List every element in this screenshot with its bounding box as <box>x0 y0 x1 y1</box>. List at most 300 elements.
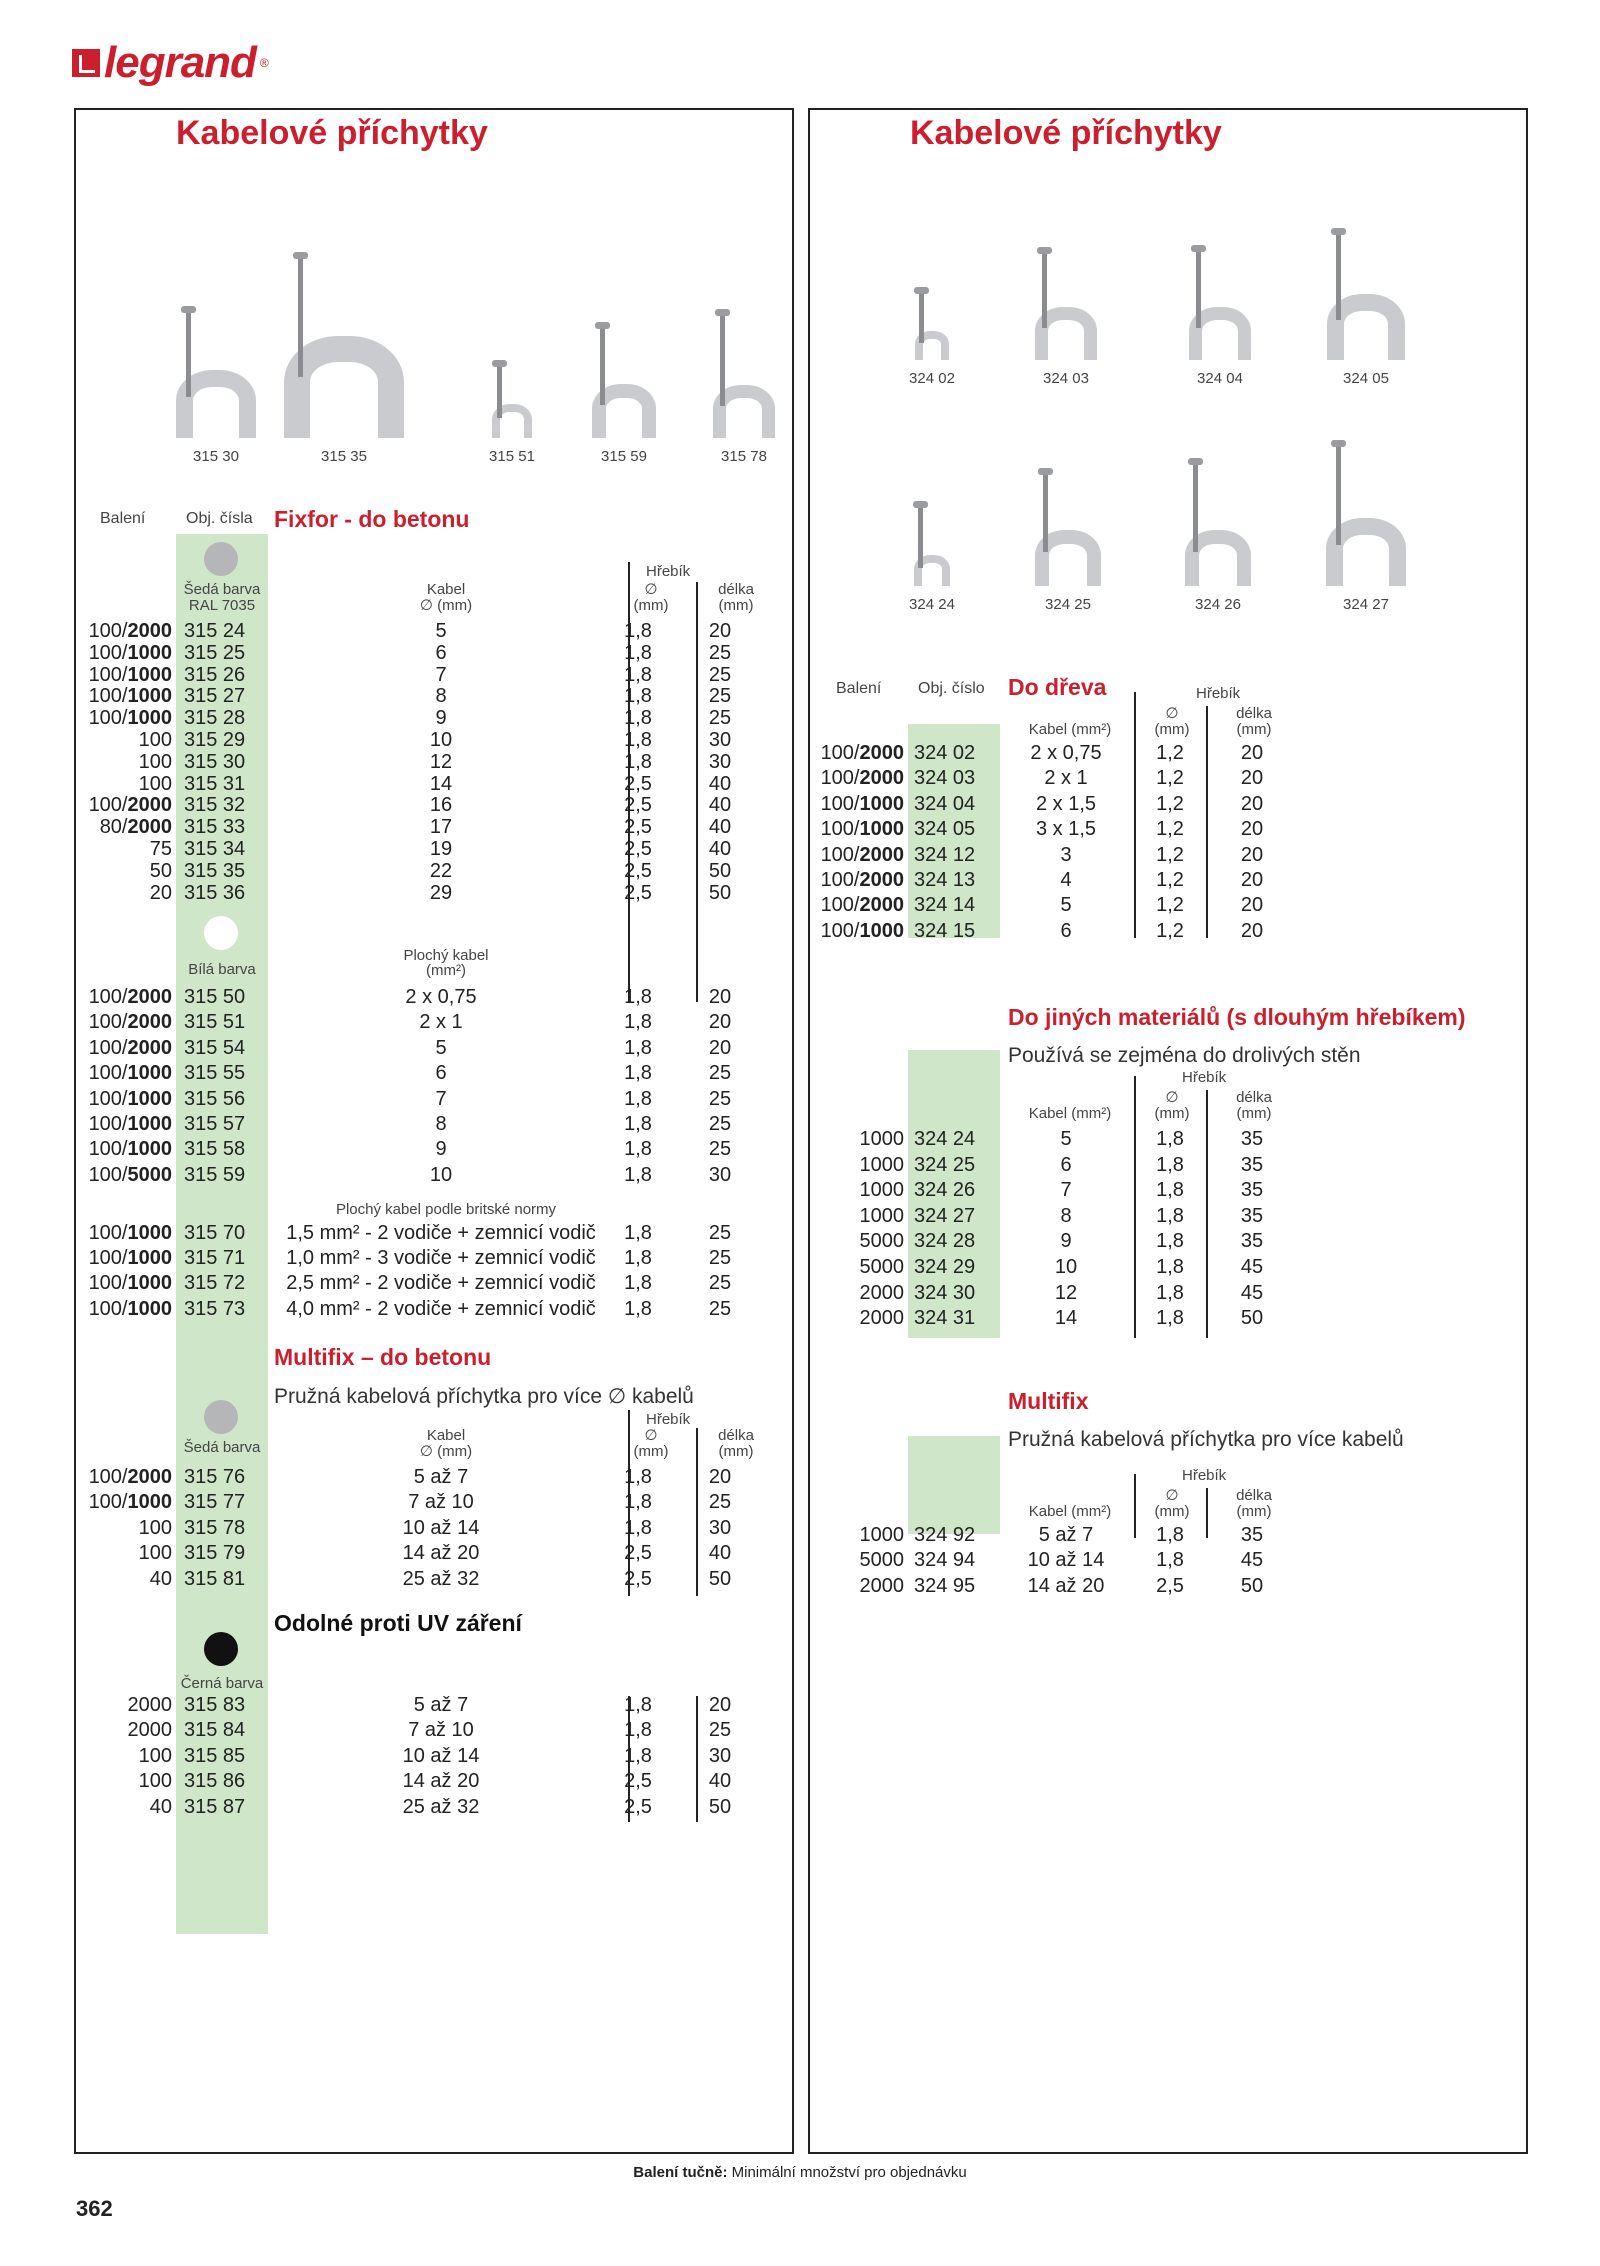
pack-cell: 5000 <box>859 1549 904 1572</box>
cable-cell: 8 <box>1060 1204 1072 1227</box>
nail-len-cell: 20 <box>708 1036 732 1059</box>
cable-cell: 14 <box>429 772 453 795</box>
nail-dia-cell: 2,5 <box>624 1795 652 1818</box>
nail-dia-cell: 2,5 <box>624 794 652 817</box>
nail-dia-header: ∅ <box>1165 1487 1179 1504</box>
multifix-desc: Pružná kabelová příchytka pro více kabelů <box>1008 1428 1404 1451</box>
nail-dia-header: ∅ <box>1165 705 1179 722</box>
nail-dia-unit: (mm) <box>633 1443 669 1460</box>
product-code-label: 324 24 <box>909 596 955 613</box>
cable-cell: 2 x 1 <box>419 1011 463 1034</box>
ref-header: Obj. číslo <box>918 680 985 697</box>
nail-len-unit: (mm) <box>718 597 754 614</box>
section-other-title: Do jiných materiálů (s dlouhým hřebíkem) <box>1008 1004 1466 1030</box>
nail-len-cell: 30 <box>708 1516 732 1539</box>
cable-cell: 9 <box>435 1138 447 1161</box>
nail-dia-cell: 1,8 <box>1156 1230 1184 1253</box>
page-number: 362 <box>76 2196 113 2221</box>
nail-len-cell: 25 <box>708 1297 732 1320</box>
nail-dia-cell: 1,8 <box>1156 1179 1184 1202</box>
cable-cell: 14 až 20 <box>402 1542 480 1565</box>
ref-cell: 315 72 <box>184 1272 246 1295</box>
pack-cell: 100/2000 <box>820 894 904 917</box>
nail-dia-cell: 1,8 <box>1156 1549 1184 1572</box>
ref-cell: 315 36 <box>184 881 246 904</box>
nail-len-cell: 30 <box>708 1163 732 1186</box>
ref-cell: 315 35 <box>184 859 246 882</box>
pack-cell: 100/2000 <box>88 620 172 642</box>
nail-len-cell: 40 <box>708 772 732 795</box>
nail-dia-cell: 1,2 <box>1156 894 1184 917</box>
nail-len-cell: 20 <box>708 620 732 642</box>
nail-dia-cell: 1,8 <box>1156 1256 1184 1278</box>
cable-cell: 6 <box>1060 1153 1072 1176</box>
pack-cell: 100/2000 <box>88 986 172 1008</box>
nail-dia-cell: 1,8 <box>1156 1204 1184 1227</box>
ref-cell: 324 25 <box>914 1153 976 1176</box>
cable-cell: 19 <box>429 838 453 860</box>
ref-cell: 315 24 <box>184 620 246 642</box>
nail-len-unit: (mm) <box>1236 721 1272 738</box>
cable-header: Kabel <box>426 581 466 598</box>
nail-len-cell: 25 <box>708 1062 732 1085</box>
cable-cell: 5 až 7 <box>413 1694 469 1716</box>
nail-len-cell: 25 <box>708 1719 732 1742</box>
divider-line <box>1206 706 1208 938</box>
right-title: Kabelové příchytky <box>910 114 1222 152</box>
product-code-label: 324 25 <box>1045 596 1091 613</box>
nail-dia-cell: 1,8 <box>1156 1307 1184 1330</box>
ref-column-highlight <box>908 1436 1000 1534</box>
pack-cell: 2000 <box>859 1574 904 1597</box>
nail-dia-cell: 1,8 <box>624 1222 652 1244</box>
cable-cell: 25 až 32 <box>402 1567 480 1590</box>
nail-len-cell: 20 <box>708 1011 732 1034</box>
pack-cell: 40 <box>149 1795 172 1818</box>
color-black-label: Černá barva <box>180 1675 264 1692</box>
cable-cell: 5 <box>1060 894 1072 917</box>
ref-cell: 324 26 <box>914 1179 976 1202</box>
product-code-label: 315 30 <box>193 448 239 465</box>
nail-dia-cell: 2,5 <box>1156 1574 1184 1597</box>
pack-cell: 100/1000 <box>820 818 904 841</box>
cable-cell: 1,5 mm² - 2 vodiče + zemnicí vodič <box>286 1222 596 1244</box>
ref-cell: 324 12 <box>914 843 976 866</box>
flat-cable-header: Plochý kabel <box>403 947 489 964</box>
cable-cell: 16 <box>429 794 453 817</box>
nail-dia-cell: 2,5 <box>624 1542 652 1565</box>
grey-color-swatch <box>204 542 238 576</box>
brand-name: legrand <box>104 38 256 87</box>
pack-cell: 100/2000 <box>88 1466 172 1488</box>
product-code-label: 315 51 <box>489 448 535 465</box>
ref-cell: 315 84 <box>184 1719 246 1742</box>
cable-cell: 2 x 1,5 <box>1035 792 1097 815</box>
nail-len-unit: (mm) <box>1236 1503 1272 1520</box>
ref-cell: 324 24 <box>914 1128 976 1150</box>
nail-dia-cell: 1,8 <box>624 1694 652 1716</box>
footnote-text: Minimální množství pro objednávku <box>727 2164 967 2181</box>
cable-cell: 5 <box>435 1036 447 1059</box>
pack-cell: 100/1000 <box>88 1087 172 1110</box>
ref-cell: 324 30 <box>914 1281 976 1304</box>
pack-cell: 100/1000 <box>88 1138 172 1161</box>
cable-cell: 12 <box>1054 1281 1078 1304</box>
pack-cell: 100 <box>138 750 172 773</box>
cable-cell: 8 <box>435 1113 447 1135</box>
nail-len-cell: 25 <box>708 1491 732 1514</box>
nail-dia-cell: 2,5 <box>624 1770 652 1793</box>
nail-len-unit: (mm) <box>718 1443 754 1460</box>
cable-cell: 29 <box>429 881 453 904</box>
pack-cell: 2000 <box>127 1694 172 1716</box>
nail-dia-cell: 1,8 <box>624 1272 652 1295</box>
product-code-label: 324 02 <box>909 370 955 387</box>
cable-cell: 7 <box>435 663 447 686</box>
color-grey-label: Šedá barva <box>183 1439 261 1456</box>
nail-dia-cell: 1,8 <box>624 1138 652 1161</box>
nail-len-cell: 50 <box>708 859 732 882</box>
product-code-label: 315 35 <box>321 448 367 465</box>
nail-len-cell: 20 <box>1240 767 1264 790</box>
pack-cell: 100/2000 <box>88 1011 172 1034</box>
nail-dia-cell: 1,2 <box>1156 869 1184 891</box>
nail-len-header: délka <box>718 1427 754 1444</box>
cable-cell: 14 až 20 <box>1027 1574 1105 1597</box>
white-color-swatch <box>204 916 238 950</box>
divider-line <box>1206 1488 1208 1538</box>
cable-cell: 4 <box>1060 869 1072 891</box>
nail-dia-cell: 1,2 <box>1156 792 1184 815</box>
ref-cell: 315 50 <box>184 986 246 1008</box>
nail-len-cell: 40 <box>708 816 732 839</box>
ref-cell: 315 55 <box>184 1062 246 1085</box>
nail-len-cell: 35 <box>1240 1204 1264 1227</box>
nail-dia-unit: (mm) <box>1154 1105 1190 1122</box>
divider-line <box>1134 1076 1136 1338</box>
cable-cell: 8 <box>435 685 447 708</box>
nail-dia-cell: 1,8 <box>624 986 652 1008</box>
nail-dia-cell: 1,2 <box>1156 843 1184 866</box>
cable-cell: 10 <box>429 1163 453 1186</box>
nail-dia-cell: 1,8 <box>624 1062 652 1085</box>
nail-len-cell: 30 <box>708 1744 732 1767</box>
pack-cell: 100/1000 <box>88 1222 172 1244</box>
nail-len-cell: 45 <box>1240 1281 1264 1304</box>
nail-len-cell: 40 <box>708 1542 732 1565</box>
nail-dia-unit: (mm) <box>633 597 669 614</box>
cable-cell: 3 <box>1060 843 1072 866</box>
ref-cell: 315 76 <box>184 1466 246 1488</box>
cable-cell: 2 x 0,75 <box>1030 742 1102 764</box>
pack-cell: 100/1000 <box>88 1272 172 1295</box>
ref-cell: 324 92 <box>914 1524 976 1546</box>
ref-cell: 324 02 <box>914 742 976 764</box>
cable-cell: 3 x 1,5 <box>1035 818 1097 841</box>
pack-cell: 100/1000 <box>88 1247 172 1270</box>
legrand-logo <box>72 38 269 88</box>
pack-cell: 1000 <box>859 1153 904 1176</box>
cable-cell: 7 až 10 <box>408 1719 474 1742</box>
nail-dia-cell: 1,8 <box>1156 1153 1184 1176</box>
pack-cell: 100 <box>138 1770 172 1793</box>
nail-len-cell: 20 <box>1240 869 1264 891</box>
nail-dia-cell: 1,8 <box>1156 1524 1184 1546</box>
cable-cell: 10 <box>1054 1256 1078 1278</box>
ref-cell: 324 27 <box>914 1204 976 1227</box>
grey-color-swatch <box>204 1400 238 1434</box>
nail-len-cell: 25 <box>708 663 732 686</box>
cable-cell: 7 až 10 <box>408 1491 474 1514</box>
ref-cell: 315 77 <box>184 1491 246 1514</box>
ref-cell: 315 33 <box>184 816 246 839</box>
ref-cell: 324 04 <box>914 792 976 815</box>
nail-len-cell: 50 <box>1240 1574 1264 1597</box>
flat-british-header: Plochý kabel podle britské normy <box>335 1201 557 1218</box>
cable-cell: 6 <box>435 1062 447 1085</box>
divider-line <box>1134 692 1136 938</box>
ref-cell: 315 25 <box>184 641 246 664</box>
nail-len-cell: 25 <box>708 1222 732 1244</box>
nail-dia-cell: 1,8 <box>1156 1281 1184 1304</box>
ref-cell: 315 26 <box>184 663 246 686</box>
ref-cell: 324 31 <box>914 1307 976 1330</box>
nail-len-cell: 40 <box>708 794 732 817</box>
nail-dia-cell: 1,2 <box>1156 818 1184 841</box>
cable-cell: 7 <box>1060 1179 1072 1202</box>
nail-len-cell: 20 <box>708 1694 732 1716</box>
nail-len-cell: 40 <box>708 838 732 860</box>
pack-cell: 75 <box>149 838 172 860</box>
nail-len-cell: 50 <box>708 1795 732 1818</box>
nail-len-header: délka <box>1236 1487 1272 1504</box>
nail-dia-cell: 2,5 <box>624 859 652 882</box>
nail-len-cell: 20 <box>1240 742 1264 764</box>
nail-dia-cell: 1,8 <box>624 641 652 664</box>
nail-len-cell: 35 <box>1240 1179 1264 1202</box>
nail-dia-header: ∅ <box>644 1427 658 1444</box>
nail-dia-cell: 1,8 <box>624 1744 652 1767</box>
nail-len-cell: 40 <box>708 1770 732 1793</box>
product-code-label: 324 05 <box>1343 370 1389 387</box>
ref-cell: 315 30 <box>184 750 246 773</box>
multifix-desc: Pružná kabelová příchytka pro více ∅ kabelů <box>274 1385 694 1408</box>
ref-cell: 315 59 <box>184 1163 246 1186</box>
pack-cell: 100/1000 <box>88 1113 172 1135</box>
divider-line <box>1206 1090 1208 1338</box>
nail-len-cell: 20 <box>1240 919 1264 942</box>
ref-cell: 315 71 <box>184 1247 246 1270</box>
nail-header: Hřebík <box>1182 1467 1227 1484</box>
product-code-label: 324 27 <box>1343 596 1389 613</box>
ref-cell: 315 31 <box>184 772 246 795</box>
cable-cell: 5 až 7 <box>413 1466 469 1488</box>
right-panel <box>808 108 1528 2154</box>
pack-cell: 2000 <box>859 1307 904 1330</box>
nail-dia-cell: 1,8 <box>624 729 652 751</box>
nail-len-cell: 35 <box>1240 1524 1264 1546</box>
cable-cell: 14 až 20 <box>402 1770 480 1793</box>
nail-dia-cell: 1,8 <box>1156 1128 1184 1150</box>
pack-cell: 1000 <box>859 1128 904 1150</box>
ref-cell: 315 54 <box>184 1036 246 1059</box>
pack-cell: 100/2000 <box>820 767 904 790</box>
section-uv-title: Odolné proti UV záření <box>274 1610 522 1636</box>
pack-cell: 100/1000 <box>88 685 172 708</box>
nail-len-cell: 35 <box>1240 1128 1264 1150</box>
cable-unit: ∅ (mm) <box>419 1443 473 1460</box>
cable-cell: 2,5 mm² - 2 vodiče + zemnicí vodič <box>286 1272 596 1295</box>
pack-cell: 100 <box>138 1542 172 1565</box>
nail-dia-cell: 2,5 <box>624 772 652 795</box>
pack-cell: 100/1000 <box>88 707 172 730</box>
pack-cell: 100/5000 <box>88 1163 172 1186</box>
ref-cell: 324 05 <box>914 818 976 841</box>
nail-len-cell: 20 <box>708 1466 732 1488</box>
ref-cell: 315 78 <box>184 1516 246 1539</box>
nail-len-cell: 30 <box>708 750 732 773</box>
ref-cell: 315 81 <box>184 1567 246 1590</box>
nail-dia-cell: 1,8 <box>624 750 652 773</box>
registered-icon: ® <box>259 56 269 70</box>
nail-len-cell: 25 <box>708 685 732 708</box>
nail-len-cell: 25 <box>708 1087 732 1110</box>
cable-cell: 25 až 32 <box>402 1795 480 1818</box>
nail-dia-cell: 1,8 <box>624 620 652 642</box>
ref-cell: 315 29 <box>184 729 246 751</box>
nail-dia-unit: (mm) <box>1154 1503 1190 1520</box>
cable-cell: 14 <box>1054 1307 1078 1330</box>
footnote-bold: Balení tučně: <box>633 2164 728 2181</box>
nail-dia-cell: 1,2 <box>1156 919 1184 942</box>
ref-cell: 315 86 <box>184 1770 246 1793</box>
pack-cell: 100/1000 <box>820 919 904 942</box>
ref-cell: 324 15 <box>914 919 976 942</box>
ref-cell: 315 28 <box>184 707 246 730</box>
nail-dia-header: ∅ <box>644 581 658 598</box>
nail-len-cell: 50 <box>1240 1307 1264 1330</box>
nail-dia-cell: 1,8 <box>624 1113 652 1135</box>
color-white-label: Bílá barva <box>188 961 256 978</box>
section-multifix-title: Multifix – do betonu <box>274 1344 492 1370</box>
cable-header: Kabel (mm²) <box>1028 721 1112 738</box>
nail-dia-cell: 1,8 <box>624 1297 652 1320</box>
nail-dia-cell: 2,5 <box>624 1567 652 1590</box>
nail-len-cell: 25 <box>708 1113 732 1135</box>
nail-header: Hřebík <box>646 1411 691 1428</box>
nail-dia-cell: 1,2 <box>1156 767 1184 790</box>
nail-len-cell: 25 <box>708 1247 732 1270</box>
pack-cell: 100/1000 <box>88 641 172 664</box>
nail-dia-cell: 1,8 <box>624 1719 652 1742</box>
cable-cell: 9 <box>435 707 447 730</box>
ref-cell: 315 58 <box>184 1138 246 1161</box>
nail-len-cell: 20 <box>1240 818 1264 841</box>
nail-len-header: délka <box>1236 1089 1272 1106</box>
nail-dia-unit: (mm) <box>1154 721 1190 738</box>
nail-len-cell: 30 <box>708 729 732 751</box>
cable-cell: 22 <box>429 859 453 882</box>
nail-dia-cell: 1,8 <box>624 1163 652 1186</box>
ref-cell: 315 56 <box>184 1087 246 1110</box>
ref-cell: 324 03 <box>914 767 976 790</box>
ref-cell: 315 85 <box>184 1744 246 1767</box>
nail-header: Hřebík <box>646 563 691 580</box>
pack-cell: 20 <box>149 881 172 904</box>
pack-cell: 100/2000 <box>820 869 904 891</box>
pack-cell: 100/2000 <box>88 794 172 817</box>
nail-dia-cell: 1,8 <box>624 1087 652 1110</box>
pack-cell: 100/1000 <box>820 792 904 815</box>
footnote <box>0 2164 1600 2181</box>
cable-cell: 5 <box>435 620 447 642</box>
nail-dia-cell: 1,8 <box>624 1491 652 1514</box>
ref-cell: 315 87 <box>184 1795 246 1818</box>
pack-cell: 1000 <box>859 1179 904 1202</box>
nail-len-unit: (mm) <box>1236 1105 1272 1122</box>
ref-cell: 324 95 <box>914 1574 976 1597</box>
pack-cell: 100/2000 <box>88 1036 172 1059</box>
pack-cell: 100/1000 <box>88 663 172 686</box>
nail-len-cell: 45 <box>1240 1256 1264 1278</box>
other-desc: Používá se zejména do drolivých stěn <box>1008 1044 1361 1067</box>
nail-len-cell: 25 <box>708 1272 732 1295</box>
product-code-label: 315 78 <box>721 448 767 465</box>
nail-dia-cell: 1,8 <box>624 685 652 708</box>
nail-dia-cell: 1,8 <box>624 1466 652 1488</box>
pack-cell: 5000 <box>859 1230 904 1253</box>
nail-len-cell: 20 <box>1240 792 1264 815</box>
product-code-label: 324 26 <box>1195 596 1241 613</box>
nail-dia-cell: 1,8 <box>624 1036 652 1059</box>
nail-len-cell: 25 <box>708 641 732 664</box>
pack-cell: 100/1000 <box>88 1062 172 1085</box>
nail-dia-cell: 1,8 <box>624 707 652 730</box>
pack-cell: 40 <box>149 1567 172 1590</box>
cable-cell: 10 až 14 <box>1027 1549 1105 1572</box>
cable-cell: 7 <box>435 1087 447 1110</box>
nail-len-cell: 20 <box>708 986 732 1008</box>
pack-header: Balení <box>100 510 146 527</box>
product-code-label: 324 03 <box>1043 370 1089 387</box>
pack-cell: 1000 <box>859 1204 904 1227</box>
pack-cell: 100 <box>138 729 172 751</box>
pack-cell: 100/1000 <box>88 1297 172 1320</box>
ref-cell: 315 51 <box>184 1011 246 1034</box>
nail-dia-cell: 1,8 <box>624 1247 652 1270</box>
product-code-label: 315 59 <box>601 448 647 465</box>
cable-cell: 5 až 7 <box>1038 1524 1094 1546</box>
nail-len-cell: 50 <box>708 881 732 904</box>
cable-cell: 5 <box>1060 1128 1072 1150</box>
ref-cell: 315 79 <box>184 1542 246 1565</box>
legrand-mark-icon <box>72 49 100 77</box>
color-grey-label: Šedá barva <box>183 581 261 598</box>
nail-len-cell: 20 <box>1240 843 1264 866</box>
nail-len-cell: 45 <box>1240 1549 1264 1572</box>
ref-cell: 315 73 <box>184 1297 246 1320</box>
pack-cell: 2000 <box>859 1281 904 1304</box>
nail-len-cell: 35 <box>1240 1153 1264 1176</box>
ref-cell: 315 27 <box>184 685 246 708</box>
black-color-swatch <box>204 1632 238 1666</box>
pack-cell: 100/1000 <box>88 1491 172 1514</box>
cable-cell: 10 <box>429 729 453 751</box>
nail-dia-cell: 1,8 <box>624 663 652 686</box>
nail-len-cell: 25 <box>708 1138 732 1161</box>
nail-header: Hřebík <box>1182 1069 1227 1086</box>
pack-cell: 100/2000 <box>820 843 904 866</box>
